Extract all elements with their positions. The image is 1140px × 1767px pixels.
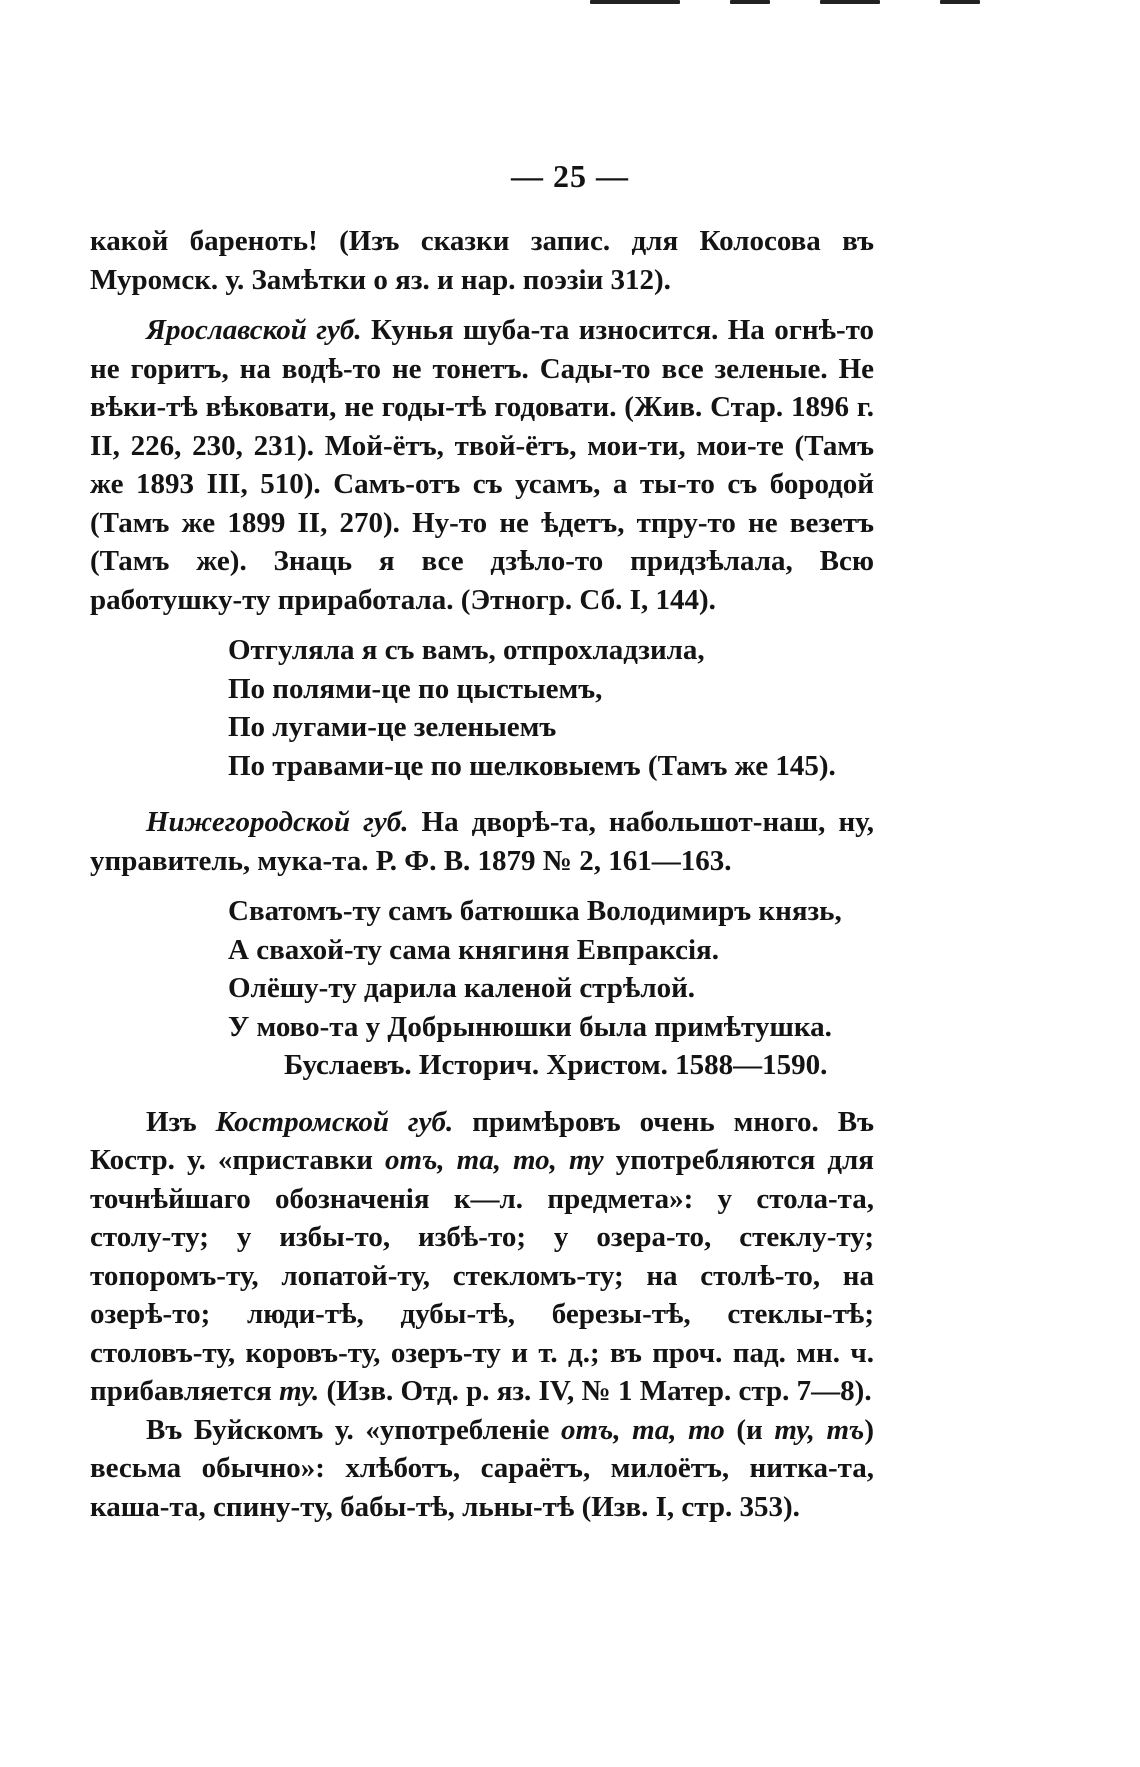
verse-line: По лугами-це зеленыемъ [228,711,557,743]
paragraph-yaroslavl [90,311,874,619]
verse-line: По полями-це по цыстыемъ, [228,672,603,705]
paragraph-nizhny [90,803,874,880]
particle: ту. [279,1375,320,1407]
region-label-yaroslavl: Ярославской губ. [146,314,362,346]
verse-line: Олёшу-ту дарила каленой стрѣлой. [228,972,696,1004]
verse-line: Отгуляла я съ вамъ, отпрохладзила, [228,634,705,666]
verse-block-1 [90,631,874,785]
region-label-kostroma: Костромской губ. [215,1105,454,1138]
particle-list: отъ, та, то, ту [385,1144,604,1176]
verse-block-2 [90,892,874,1085]
paragraph-kostroma [90,1103,874,1411]
paragraph-buisk-text: ) весьма обычно»: хлѣботъ, сараётъ, милоётъ, нитка-та, каша-та, спину-ту, бабы-тѣ, льны-тѣ (Изв. I, стр. 353). [90,1413,875,1523]
verse-line: А свахой-ту сама княгиня Евпраксія. [228,933,719,966]
paragraph-kostroma-text: примѣровъ очень много. Въ Костр. у. «приставки [90,1105,875,1176]
paragraph-buisk [90,1411,874,1527]
verse-line: Сватомъ-ту самъ батюшка Володимиръ князь, [228,895,842,927]
verse-line: У мово-та у Добрынюшки была примѣтушка. [228,1010,832,1043]
top-edge-scan-marks [260,0,980,6]
region-label-nizhny: Нижегородской губ. [146,806,409,838]
paragraph-buisk-text: (и [724,1413,775,1446]
main-text [90,222,874,1526]
paragraph-kostroma-lead: Изъ [146,1105,216,1138]
particle-list: отъ, та, то [560,1413,725,1446]
paragraph-kostroma-text: (Изв. Отд. р. яз. IV, № 1 Матер. стр. 7—8). [319,1375,872,1407]
particle-list: ту, тъ [774,1413,865,1446]
paragraph-yaroslavl-text: Кунья шуба-та износится. На огнѣ-то не горитъ, на водѣ-то не тонетъ. Сады-то все зеленые. Не вѣки-тѣ вѣковати, не годы-тѣ годовати. (Жив. Стар. 1896 г. II, 226, 230, 231). Мой-ётъ, твой-ётъ, мои-ти, мои-те (Тамъ же 1893 III, 510). Самъ-отъ съ усамъ, а ты-то съ бородой (Тамъ же 1899 II, 270). Ну-то не ѣдетъ, тпру-то не везетъ (Тамъ же). Знаць я все дзѣло-то придзѣлала, Всю работушку-ту приработала. (Этногр. Сб. I, 144). [90,314,874,616]
page-number: — 25 — [511,158,629,194]
verse-line: По травами-це по шелковыемъ (Тамъ же 145). [228,749,836,782]
paragraph-nizhny-text: На дворѣ-та, набольшот-наш, ну, управитель, мука-та. Р. Ф. В. 1879 № 2, 161—163. [90,806,875,877]
verse-source-citation: Буслаевъ. Историч. Христом. 1588—1590. [284,1049,828,1081]
paragraph-continuation: какой бареноть! (Изъ сказки запис. для Колосова въ Муромск. у. Замѣтки о яз. и нар. поэзіи 312). [90,225,874,296]
paragraph-buisk-text: Въ Буйскомъ у. «употребленіе [146,1413,561,1446]
paragraph-kostroma-text: употребляются для точнѣйшаго обозначенія к—л. предмета»: у стола-та, столу-ту; у избы-то, избѣ-то; у озера-то, стеклу-ту; топоромъ-ту, лопатой-ту, стекломъ-ту; на столѣ-то, на озерѣ-то; люди-тѣ, дубы-тѣ, березы-тѣ, стеклы-тѣ; столовъ-ту, коровъ-ту, озеръ-ту и т. д.; въ проч. пад. мн. ч. прибавляется [90,1144,874,1407]
